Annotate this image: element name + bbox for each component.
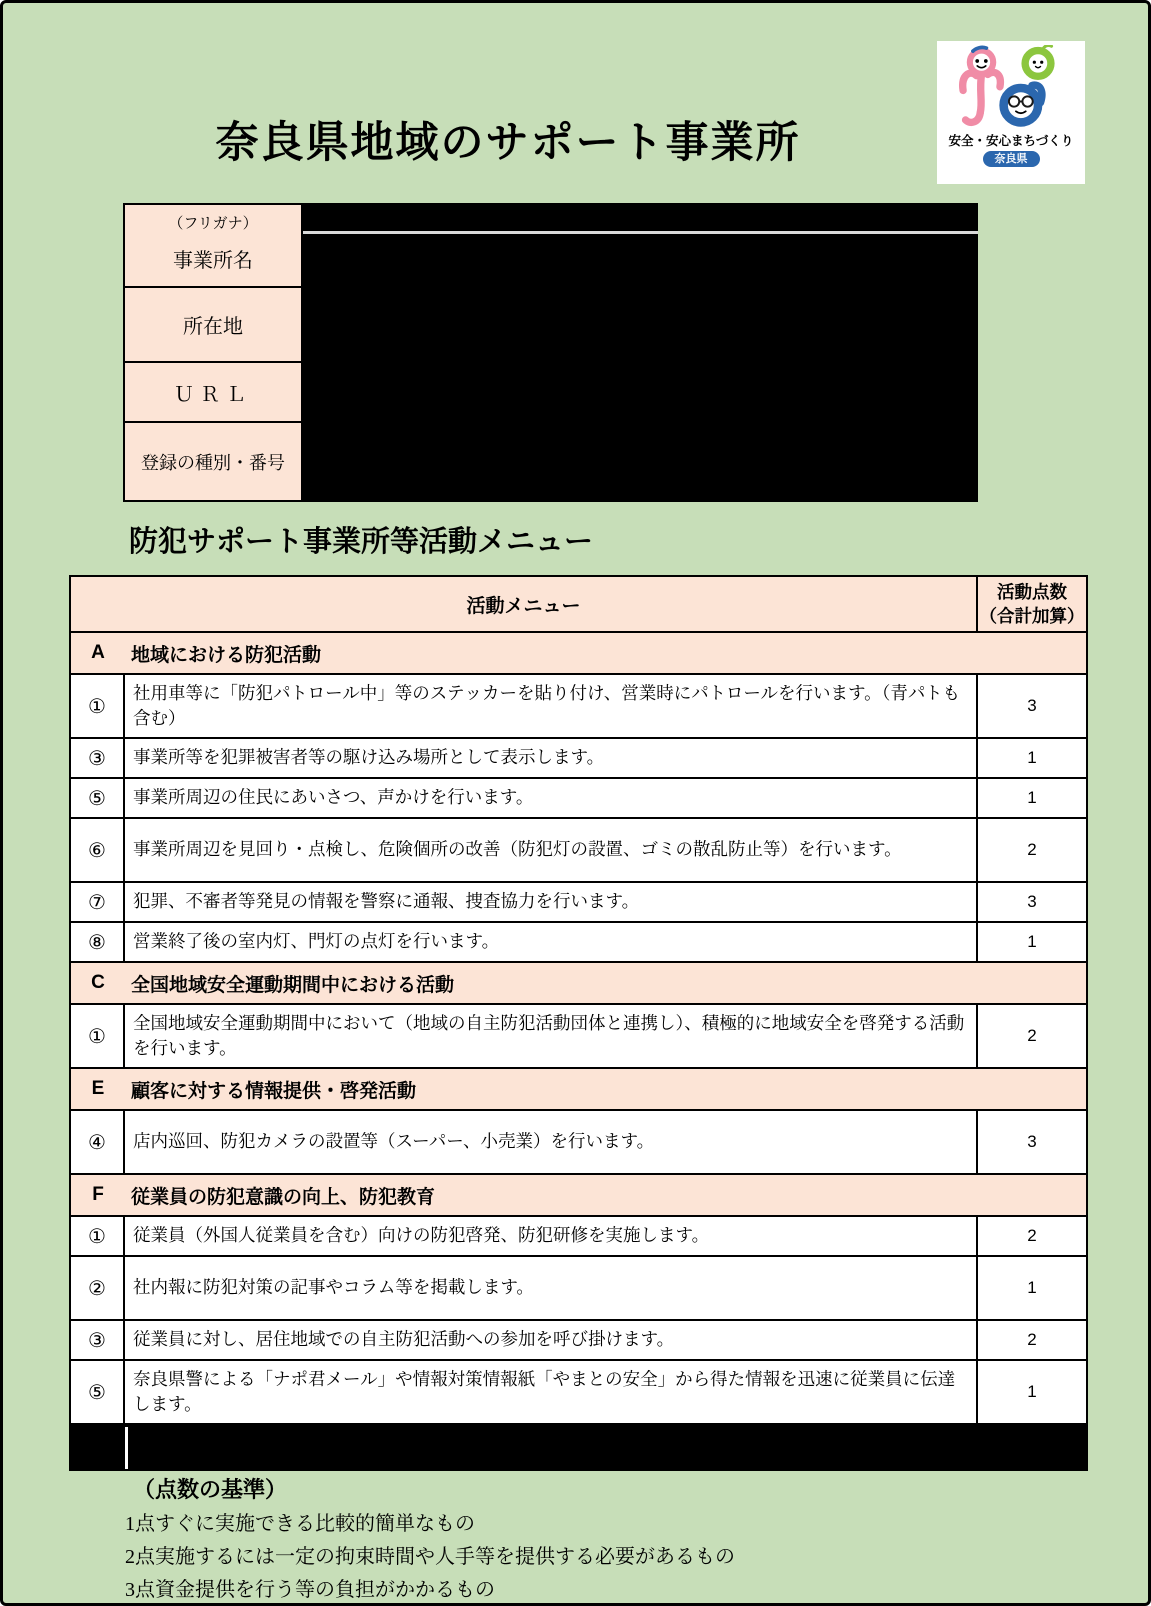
form-label-address: 所在地 [125,288,301,363]
menu-section-row [71,1069,1086,1111]
item-text: 従業員（外国人従業員を含む）向けの防犯啓発、防犯研修を実施します。 [133,1225,710,1246]
item-number: ④ [71,1111,125,1173]
redacted-row [71,1425,1086,1469]
menu-section-row [71,1175,1086,1217]
menu-section-row [71,963,1086,1005]
item-text: 営業終了後の室内灯、門灯の点灯を行います。 [133,931,500,952]
menu-header-row [71,577,1086,633]
form-label-column [123,203,303,502]
item-score: 1 [976,923,1086,961]
mascots-icon [949,45,1073,131]
note-item: 1点すぐに実施できる比較的簡単なもの [125,1513,475,1535]
item-number: ① [71,675,125,737]
item-number: ⑧ [71,923,125,961]
section-code: A [91,642,105,663]
form-label-registration: 登録の種別・番号 [141,452,285,473]
item-score: 2 [976,1217,1086,1255]
menu-item-row [71,883,1086,923]
form-label-url: ＵＲＬ [125,363,301,423]
form-label-business-name: 事業所名 [173,250,253,272]
item-number: ① [71,1005,125,1067]
item-score: 2 [976,1005,1086,1067]
item-text: 社内報に防犯対策の記事やコラム等を掲載します。 [133,1277,534,1298]
form-furigana-divider [303,231,978,234]
activity-menu-table [69,575,1088,1471]
menu-item-row [71,923,1086,963]
menu-item-row [71,819,1086,883]
menu-item-row [71,1217,1086,1257]
item-number: ⑤ [71,779,125,817]
score-header-line1: 活動点数 [997,581,1067,602]
item-number: ⑦ [71,883,125,921]
menu-section-title: 防犯サポート事業所等活動メニュー [129,526,594,558]
page-title: 奈良県地域のサポート事業所 [215,119,801,167]
form-label-furigana: （フリガナ） [168,215,258,232]
item-score: 3 [976,883,1086,921]
business-info-table [123,203,978,502]
item-number: ② [71,1257,125,1319]
item-number: ⑤ [71,1361,125,1423]
menu-item-row [71,675,1086,739]
item-text: 事業所周辺の住民にあいさつ、声かけを行います。 [133,787,534,808]
menu-item-row [71,1005,1086,1069]
section-code: E [91,1078,105,1099]
item-score: 1 [976,1257,1086,1319]
notes-heading: （点数の基準） [133,1477,288,1502]
section-label: 従業員の防犯意識の向上、防犯教育 [131,1186,436,1208]
note-item: 2点実施するには一定の拘束時間や人手等を提供する必要があるもの [125,1546,735,1568]
score-header-line2: （合計加算） [979,606,1085,626]
item-text: 犯罪、不審者等発見の情報を警察に通報、捜査協力を行います。 [133,891,640,912]
menu-item-row [71,779,1086,819]
item-score: 1 [976,779,1086,817]
form-row-name [125,205,301,288]
safety-machizukuri-logo [937,41,1085,184]
item-text: 事業所等を犯罪被害者等の駆け込み場所として表示します。 [133,747,605,768]
item-text: 店内巡回、防犯カメラの設置等（スーパー、小売業）を行います。 [133,1131,655,1152]
item-number: ③ [71,1321,125,1359]
note-item: 3点資金提供を行う等の負担がかかるもの [125,1579,495,1601]
item-score: 1 [976,739,1086,777]
item-text: 全国地域安全運動期間中において（地域の自主防犯活動団体と連携し）、積極的に地域安全を啓発する活動を行います。 [133,1012,965,1058]
menu-item-row [71,739,1086,779]
item-score: 1 [976,1361,1086,1423]
menu-col-header-score [976,577,1086,631]
item-text: 奈良県警による「ナポ君メール」や情報対策情報紙「やまとの安全」から得た情報を迅速に従業員に伝達します。 [133,1368,956,1414]
item-text: 社用車等に「防犯パトロール中」等のステッカーを貼り付け、営業時にパトロールを行います。（青パトも含む） [133,682,961,728]
item-score: 3 [976,1111,1086,1173]
item-number: ③ [71,739,125,777]
item-number: ① [71,1217,125,1255]
item-score: 2 [976,819,1086,881]
item-text: 従業員に対し、居住地域での自主防犯活動への参加を呼び掛けます。 [133,1329,675,1350]
section-code: C [91,972,105,993]
menu-item-row [71,1111,1086,1175]
menu-section-row [71,633,1086,675]
menu-item-row [71,1321,1086,1361]
section-code: F [92,1184,104,1205]
scoring-notes [125,1473,735,1606]
menu-item-row [71,1257,1086,1321]
section-label: 顧客に対する情報提供・啓発活動 [131,1080,417,1102]
section-label: 全国地域安全運動期間中における活動 [131,974,455,996]
item-number: ⑥ [71,819,125,881]
section-label: 地域における防犯活動 [131,644,322,666]
form-values-redacted [303,203,978,502]
menu-col-header-activity: 活動メニュー [466,595,581,617]
logo-badge-nara: 奈良県 [983,151,1040,167]
redacted-row-divider [125,1427,128,1469]
menu-rows-container [71,633,1086,1469]
item-text: 事業所周辺を見回り・点検し、危険個所の改善（防犯灯の設置、ゴミの散乱防止等）を行います。 [133,839,902,860]
menu-item-row [71,1361,1086,1425]
logo-caption: 安全・安心まちづくり [948,134,1074,148]
item-score: 2 [976,1321,1086,1359]
item-score: 3 [976,675,1086,737]
